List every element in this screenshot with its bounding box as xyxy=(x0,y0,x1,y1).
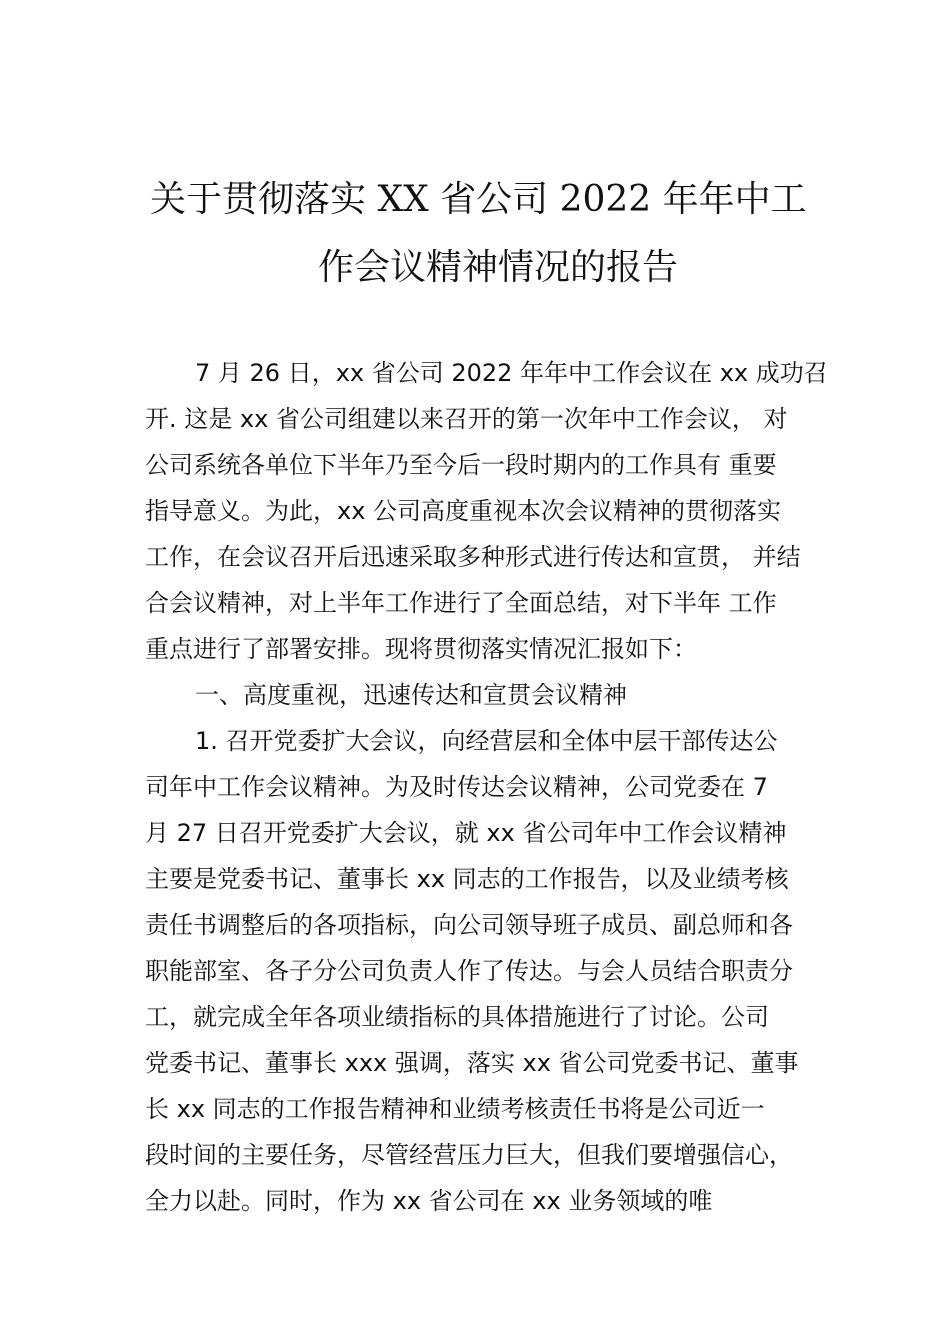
paragraph-line: 月 27 日召开党委扩大会议，就 xx 省公司年中工作会议精神 xyxy=(145,819,787,847)
paragraph-line: 司年中工作会议精神。为及时传达会议精神，公司党委在 7 xyxy=(145,773,768,801)
document-title-line-2: 作会议精神情况的报告 xyxy=(318,247,679,288)
paragraph-line: 工作，在会议召开后迅速采取多种形式进行传达和宣贯， 并结 xyxy=(145,543,801,571)
paragraph-line: 段时间的主要任务，尽管经营压力巨大，但我们要增强信心， xyxy=(145,1141,793,1169)
paragraph-line: 党委书记、董事长 xxx 强调，落实 xx 省公司党委书记、董事 xyxy=(145,1049,799,1077)
paragraph-line: 合会议精神，对上半年工作进行了全面总结，对下半年 工作 xyxy=(145,589,777,617)
paragraph-line: 重点进行了部署安排。现将贯彻落实情况汇报如下： xyxy=(145,635,697,663)
paragraph-line: 开. 这是 xx 省公司组建以来召开的第一次年中工作会议， 对 xyxy=(145,405,788,433)
paragraph-line: 工，就完成全年各项业绩指标的具体措施进行了讨论。公司 xyxy=(145,1003,769,1031)
paragraph-line: 主要是党委书记、董事长 xx 同志的工作报告，以及业绩考核 xyxy=(145,865,789,893)
paragraph-line: 指导意义。为此，xx 公司高度重视本次会议精神的贯彻落实 xyxy=(145,497,782,525)
document-title-line-1: 关于贯彻落实 XX 省公司 2022 年年中工 xyxy=(150,179,807,220)
document-body xyxy=(145,350,845,1224)
paragraph-line: 长 xx 同志的工作报告精神和业绩考核责任书将是公司近一 xyxy=(145,1095,765,1123)
paragraph-line: 公司系统各单位下半年乃至今后一段时期内的工作具有 重要 xyxy=(145,451,777,479)
paragraph-line: 7 月 26 日，xx 省公司 2022 年年中工作会议在 xx 成功召 xyxy=(195,359,828,387)
paragraph-line: 1. 召开党委扩大会议，向经营层和全体中层干部传达公 xyxy=(195,727,778,755)
section-heading: 一、高度重视，迅速传达和宣贯会议精神 xyxy=(195,681,627,709)
paragraph-line: 责任书调整后的各项指标，向公司领导班子成员、副总师和各 xyxy=(145,911,793,939)
paragraph-line: 全力以赴。同时，作为 xx 省公司在 xx 业务领域的唯 xyxy=(145,1187,713,1215)
paragraph-line: 职能部室、各子分公司负责人作了传达。与会人员结合职责分 xyxy=(145,957,793,985)
